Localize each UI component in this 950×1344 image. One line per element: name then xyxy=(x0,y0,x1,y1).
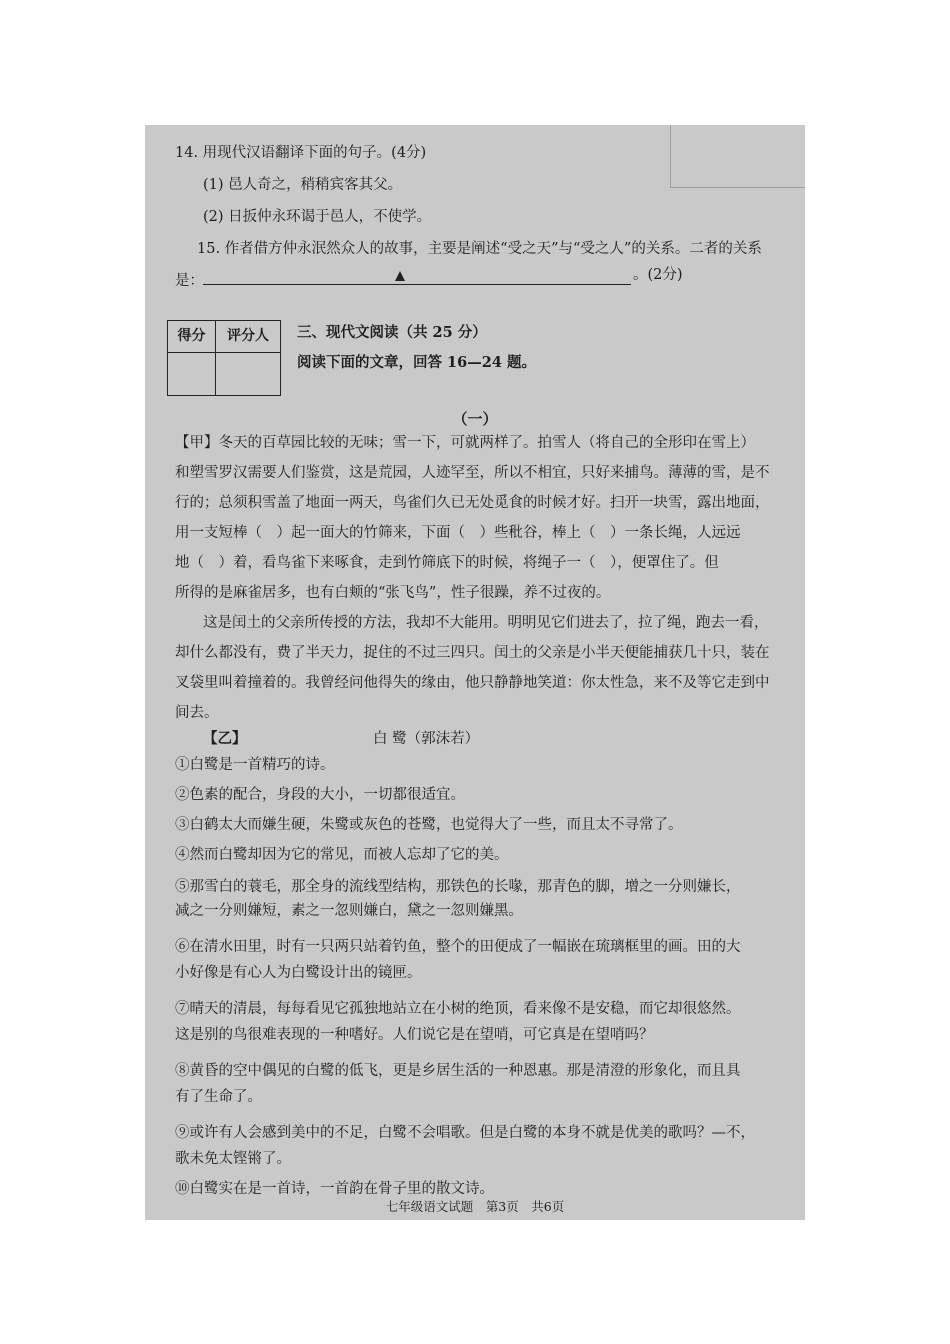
passage-yi-line: ⑨或许有人会感到美中的不足，白鹭不会唱歌。但是白鹭的本身不就是优美的歌吗？—不， xyxy=(175,1125,755,1141)
passage-jia-line: 这是闰土的父亲所传授的方法，我却不大能用。明明见它们进去了，拉了绳，跑去一看， xyxy=(203,615,769,631)
exam-page xyxy=(145,125,805,1220)
grader-cell xyxy=(216,353,280,395)
question-15-score: 。(2分) xyxy=(633,267,683,283)
question-14-sentence-2: (2) 日扳仲永环谒于邑人，不使学。 xyxy=(203,209,432,225)
passage-yi-line: ⑦晴天的清晨，每每看见它孤独地站立在小树的绝顶，看来像不是安稳，而它却很悠然。 xyxy=(175,1001,741,1017)
passage-yi-line: ③白鹤太大而嫌生硬，朱鹭或灰色的苍鹭，也觉得大了一些，而且太不寻常了。 xyxy=(175,817,683,833)
passage-yi-line: ⑧黄昏的空中偶见的白鹭的低飞，更是乡居生活的一种恩惠。那是清澄的形象化，而且具 xyxy=(175,1063,741,1079)
passage-yi-line: ⑥在清水田里，时有一只两只站着钓鱼，整个的田便成了一幅嵌在琉璃框里的画。田的大 xyxy=(175,939,741,955)
passage-jia-line: 地（ ）着，看鸟雀下来啄食，走到竹筛底下的时候，将绳子一（ ），便罩住了。但 xyxy=(175,555,719,571)
score-table xyxy=(167,320,281,396)
passage-yi-line: 这是别的鸟很难表现的一种嗜好。人们说它是在望哨，可它真是在望哨吗？ xyxy=(175,1027,654,1043)
passage-yi-line: ①白鹭是一首精巧的诗。 xyxy=(175,757,335,773)
passage-jia-line: 行的；总须积雪盖了地面一两天，鸟雀们久已无处觅食的时候才好。扫开一块雪，露出地面， xyxy=(175,495,770,511)
passage-yi-line: 有了生命了。 xyxy=(175,1089,262,1105)
question-14-stem: 14. 用现代汉语翻译下面的句子。(4分) xyxy=(175,145,427,161)
question-15-prefix: 是： xyxy=(175,273,204,289)
passage-yi-line: 减之一分则嫌短，素之一忽则嫌白，黛之一忽则嫌黑。 xyxy=(175,903,523,919)
section-title: 三、现代文阅读（共 25 分） xyxy=(297,324,487,341)
passage-yi-line: ②色素的配合，身段的大小，一切都很适宜。 xyxy=(175,787,465,803)
page-footer: 七年级语文试题 第3页 共6页 xyxy=(385,1199,565,1214)
passage-yi-label: 【乙】 xyxy=(203,730,247,747)
answer-triangle-icon xyxy=(395,271,405,281)
passage-yi-line: 歌未免太铿锵了。 xyxy=(175,1151,291,1167)
passage-yi-line: ④然而白鹭却因为它的常见，而被人忘却了它的美。 xyxy=(175,847,509,863)
question-14-sentence-1: (1) 邑人奇之，稍稍宾客其父。 xyxy=(203,177,403,193)
passage-jia-line: 用一支短棒（ ）起一面大的竹筛来，下面（ ）些秕谷，棒上（ ）一条长绳，人远远 xyxy=(175,525,741,541)
section-instruction: 阅读下面的文章，回答 16—24 题。 xyxy=(297,354,536,371)
passage-jia-line: 和塑雪罗汉需要人们鉴赏，这是荒园，人迹罕至，所以不相宜，只好来捕鸟。薄薄的雪，是不 xyxy=(175,465,770,481)
question-15-stem: 15. 作者借方仲永泯然众人的故事，主要是阐述“受之天”与“受之人”的关系。二者的关系 xyxy=(197,241,762,257)
faded-score-table xyxy=(670,125,805,188)
passage-jia-line: 却什么都没有，费了半天力，捉住的不过三四只。闰土的父亲是小半天便能捕获几十只，装在 xyxy=(175,645,770,661)
grader-header: 评分人 xyxy=(216,321,280,353)
part-title: （一） xyxy=(452,410,498,428)
passage-jia-line: 间去。 xyxy=(175,705,219,721)
passage-yi-line: ⑤那雪白的蓑毛，那全身的流线型结构，那铁色的长喙，那青色的脚，增之一分则嫌长， xyxy=(175,879,741,895)
passage-yi-title: 白 鹭（郭沫若） xyxy=(373,731,480,747)
passage-jia-line: 所得的是麻雀居多，也有白颊的“张飞鸟”，性子很躁，养不过夜的。 xyxy=(175,585,611,601)
passage-yi-line: ⑩白鹭实在是一首诗，一首韵在骨子里的散文诗。 xyxy=(175,1181,494,1197)
answer-blank-line xyxy=(203,284,631,285)
score-header: 得分 xyxy=(168,321,216,353)
score-cell xyxy=(168,353,216,395)
passage-yi-line: 小好像是有心人为白鹭设计出的镜匣。 xyxy=(175,965,422,981)
passage-jia-line: 叉袋里叫着撞着的。我曾经问他得失的缘由，他只静静地笑道：你太性急，来不及等它走到中 xyxy=(175,675,770,691)
passage-jia-line: 【甲】冬天的百草园比较的无味；雪一下，可就两样了。拍雪人（将自己的全形印在雪上） xyxy=(175,435,755,451)
